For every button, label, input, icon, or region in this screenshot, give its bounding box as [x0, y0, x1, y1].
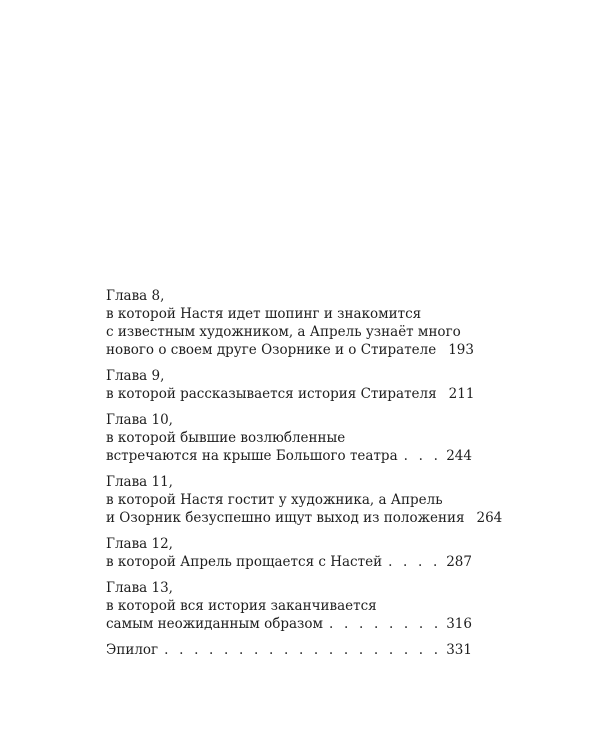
chapter-description-line: в которой Настя гостит у художника, а Апрель — [106, 492, 443, 508]
toc-entry-chapter-10 — [106, 411, 472, 465]
toc-entry-chapter-13 — [106, 579, 472, 633]
page-number: 211 — [448, 386, 475, 402]
chapter-description-line: в которой бывшие возлюбленные — [106, 430, 346, 446]
chapter-heading: Глава 10, — [106, 412, 173, 428]
chapter-description-text: в которой Апрель прощается с Настей — [106, 554, 383, 570]
chapter-description-last-line — [106, 615, 472, 633]
chapter-description-line: с известным художником, а Апрель узнаёт много — [106, 324, 461, 340]
chapter-description-text: встречаются на крыше Большого театра — [106, 448, 398, 464]
page-number: 316 — [446, 616, 472, 632]
dot-leader — [404, 447, 441, 465]
epilogue-line — [106, 641, 472, 659]
chapter-description-text: и Озорник безуспешно ищут выход из положения — [106, 510, 465, 526]
toc-entry-epilogue — [106, 641, 472, 659]
toc-entry-chapter-8 — [106, 287, 472, 359]
page-number: 331 — [446, 642, 472, 658]
chapter-heading: Глава 11, — [106, 474, 173, 490]
chapter-description-line: в которой Настя идет шопинг и знакомится — [106, 306, 422, 322]
chapter-heading: Глава 9, — [106, 368, 165, 384]
table-of-contents — [106, 287, 503, 667]
epilogue-title: Эпилог — [106, 642, 159, 658]
chapter-description-last-line — [106, 509, 503, 527]
toc-entry-chapter-11 — [106, 473, 503, 527]
chapter-description-line: в которой вся история заканчивается — [106, 598, 377, 614]
toc-entry-chapter-9 — [106, 367, 475, 403]
chapter-description-text: нового о своем друге Озорнике и о Стирателе — [106, 342, 437, 358]
chapter-description-last-line — [106, 447, 472, 465]
page-number: 193 — [448, 342, 474, 358]
chapter-description-text: в которой рассказывается история Стирателя — [106, 386, 437, 402]
chapter-description-last-line — [106, 553, 472, 571]
dot-leader — [164, 641, 440, 659]
chapter-heading: Глава 13, — [106, 580, 173, 596]
page-number: 244 — [446, 448, 472, 464]
page-number: 287 — [446, 554, 472, 570]
chapter-description-text: самым неожиданным образом — [106, 616, 324, 632]
toc-entry-chapter-12 — [106, 535, 472, 571]
dot-leader — [329, 615, 440, 633]
page-number: 264 — [476, 510, 503, 526]
chapter-description-last-line — [106, 341, 472, 359]
chapter-description-last-line — [106, 385, 475, 403]
dot-leader — [388, 553, 440, 571]
chapter-heading: Глава 12, — [106, 536, 173, 552]
chapter-heading: Глава 8, — [106, 288, 165, 304]
